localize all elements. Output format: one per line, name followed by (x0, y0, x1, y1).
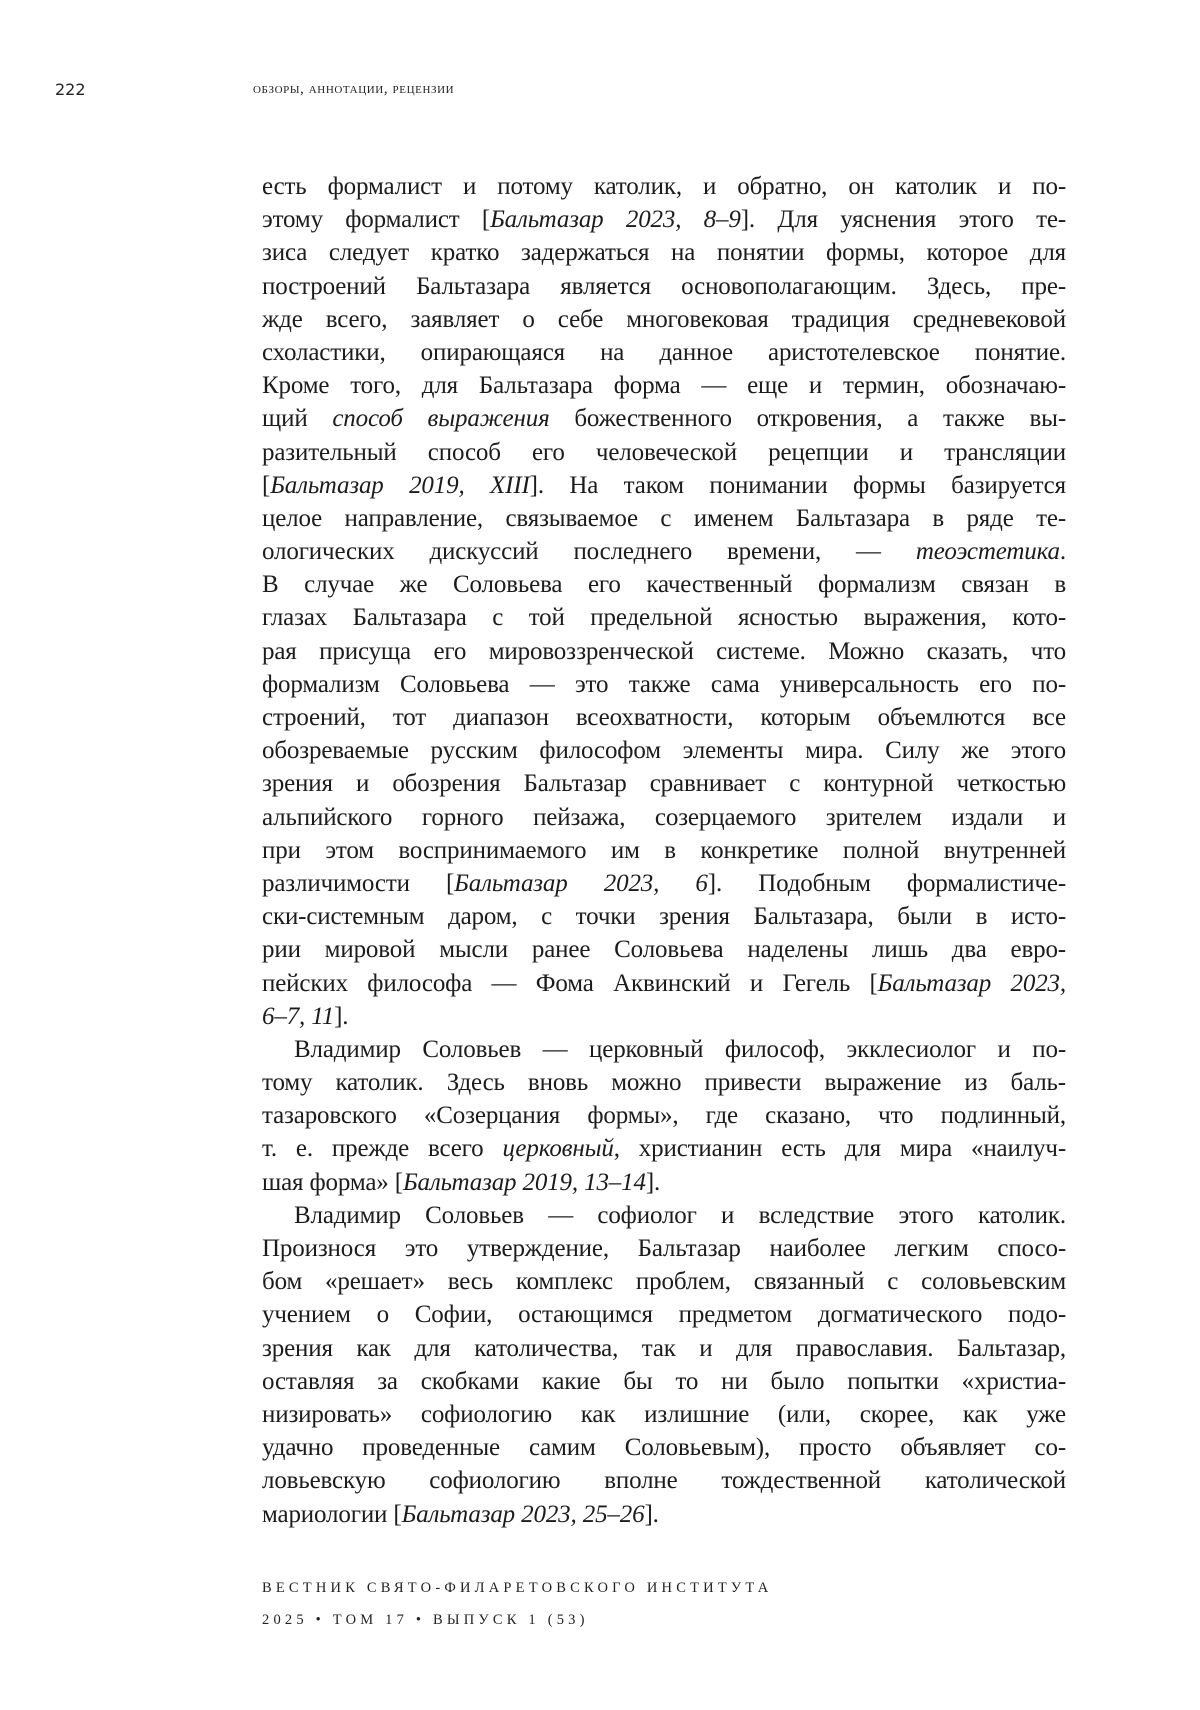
text-line (262, 1132, 1066, 1165)
text-segment: этому формалист [ (262, 206, 491, 234)
text-segment: обозреваемые русским философом элементы мира. Силу же этого (262, 737, 1066, 765)
citation-italic: Бальтазар 2019, XIII (270, 471, 530, 499)
text-segment: ]. (645, 1168, 661, 1196)
citation-italic: теоэстетика (915, 538, 1060, 566)
text-segment: Владимир Соловьев — софиолог и вследствие этого католик. (294, 1201, 1066, 1229)
text-line (262, 1066, 1066, 1099)
text-segment: низировать» софиологию как излишние (или, скорее, как уже (262, 1400, 1066, 1428)
text-segment: формализм Соловьева — это также сама универсальность его по- (262, 670, 1066, 698)
text-segment: Произнося это утверждение, Бальтазар наиболее легким спосо- (262, 1235, 1066, 1262)
text-line (262, 369, 1066, 402)
text-segment: щий (262, 405, 333, 433)
text-line (262, 502, 1066, 535)
citation-italic: Бальтазар 2023, (877, 969, 1066, 997)
body-text (262, 170, 1066, 1531)
text-segment: ловьевскую софиологию вполне тождественной католической (262, 1467, 1066, 1495)
text-segment: ]. На таком понимании формы базируется (529, 471, 1066, 499)
text-segment: удачно проведенные самим Соловьевым), просто объявляет со- (262, 1434, 1066, 1462)
text-segment: учением о Софии, остающимся предметом догматического подо- (262, 1301, 1066, 1329)
text-line (262, 701, 1066, 734)
text-segment: схоластики, опирающаяся на данное аристотелевское понятие. (262, 338, 1066, 366)
section-title: обзоры, аннотации, рецензии (253, 81, 455, 97)
text-line (262, 402, 1066, 435)
text-segment: Владимир Соловьев — церковный философ, экклесиолог и по- (294, 1035, 1066, 1063)
page-number: 222 (55, 80, 86, 99)
text-line (262, 635, 1066, 668)
text-segment: при этом воспринимаемого им в конкретике полной внутренней (262, 836, 1066, 864)
text-line (262, 1232, 1066, 1265)
text-line (262, 967, 1066, 1000)
citation-italic: 6–7, 11 (262, 1002, 335, 1030)
text-line (262, 1431, 1066, 1464)
text-segment: зрения как для католичества, так и для православия. Бальтазар, (262, 1334, 1066, 1362)
text-segment: . (1059, 538, 1066, 566)
text-segment: жде всего, заявляет о себе многовековая традиция средневековой (262, 305, 1066, 333)
text-segment: тому католик. Здесь вновь можно привести выражение из баль- (262, 1069, 1066, 1097)
text-line (262, 900, 1066, 933)
text-line (262, 568, 1066, 601)
text-line (262, 1332, 1066, 1365)
running-head (0, 80, 1200, 104)
text-segment: рая присуща его мировоззренческой системе. Можно сказать, что (262, 637, 1066, 665)
text-segment: божественного откровения, а также вы- (549, 405, 1066, 433)
text-line (262, 469, 1066, 502)
text-segment: оставляя за скобками какие бы то ни было попытки «христиа- (262, 1367, 1066, 1395)
text-segment: зрения и обозрения Бальтазар сравнивает с контурной четкостью (262, 770, 1066, 798)
text-line (262, 270, 1066, 303)
text-line (262, 1265, 1066, 1298)
text-line (262, 1464, 1066, 1497)
text-line (262, 1398, 1066, 1431)
citation-italic: Бальтазар 2023, 6 (454, 869, 708, 897)
text-segment: ]. Подобным формалистиче- (707, 869, 1066, 897)
text-segment: глазах Бальтазара с той предельной ясностью выражения, кото- (262, 604, 1066, 632)
text-line (262, 867, 1066, 900)
citation-italic: церковный (502, 1135, 614, 1163)
text-line (262, 336, 1066, 369)
citation-italic: способ выражения (332, 405, 550, 433)
text-line (262, 535, 1066, 568)
issue-info: 2025 • ТОМ 17 • ВЫПУСК 1 (53) (262, 1612, 589, 1628)
text-line (262, 1099, 1066, 1132)
citation-italic: Бальтазар 2023, 8–9 (490, 206, 741, 234)
text-segment: пейских философа — Фома Аквинский и Гегель [ (262, 969, 878, 997)
text-line (262, 668, 1066, 701)
text-line (262, 1199, 1066, 1232)
text-line (262, 1033, 1066, 1066)
text-line (262, 1298, 1066, 1331)
text-segment: ]. Для уяснения этого те- (740, 206, 1066, 234)
text-segment: [ (262, 471, 271, 499)
text-line (262, 1498, 1066, 1531)
text-segment: ]. (644, 1500, 659, 1528)
text-segment: ]. (334, 1002, 349, 1030)
text-segment: строений, тот диапазон всеохватности, которым объемлются все (262, 704, 1066, 731)
text-segment: мариологии [ (262, 1500, 402, 1528)
text-line (262, 601, 1066, 634)
text-segment: Кроме того, для Бальтазара форма — еще и термин, обозначаю- (262, 372, 1066, 400)
text-segment: , христианин есть для мира «наилуч- (613, 1135, 1066, 1163)
text-line (262, 801, 1066, 834)
text-segment: бом «решает» весь комплекс проблем, связанный с соловьевским (262, 1268, 1066, 1296)
text-line (262, 1166, 1066, 1199)
text-segment: целое направление, связываемое с именем Бальтазара в ряде те- (262, 504, 1066, 532)
text-line (262, 1000, 1066, 1033)
citation-italic: Бальтазар 2019, 13–14 (402, 1168, 646, 1196)
text-line (262, 203, 1066, 236)
footer (262, 1573, 772, 1635)
text-line (262, 436, 1066, 469)
text-line (262, 834, 1066, 867)
text-segment: рии мировой мысли ранее Соловьева наделены лишь два евро- (262, 936, 1066, 964)
text-line (262, 734, 1066, 767)
text-segment: альпийского горного пейзажа, созерцаемого зрителем издали и (262, 803, 1066, 831)
text-segment: ологических дискуссий последнего времени, — (262, 538, 916, 566)
text-segment: различимости [ (262, 869, 455, 897)
text-segment: ски-системным даром, с точки зрения Бальтазара, были в исто- (262, 903, 1066, 931)
text-line (262, 170, 1066, 203)
text-segment: шая форма» [ (262, 1168, 403, 1196)
text-segment: разительный способ его человеческой рецепции и трансляции (262, 438, 1066, 466)
text-line (262, 303, 1066, 336)
citation-italic: Бальтазар 2023, 25–26 (401, 1500, 645, 1528)
text-line (262, 236, 1066, 269)
text-line (262, 1365, 1066, 1398)
text-line (262, 933, 1066, 966)
text-segment: зиса следует кратко задержаться на понятии формы, которое для (262, 239, 1066, 267)
journal-name: ВЕСТНИК СВЯТО-ФИЛАРЕТОВСКОГО ИНСТИТУТА (262, 1580, 773, 1596)
text-segment: есть формалист и потому католик, и обратно, он католик и по- (262, 173, 1066, 200)
text-line (262, 767, 1066, 800)
text-segment: построений Бальтазара является основополагающим. Здесь, пре- (262, 272, 1066, 300)
text-segment: В случае же Соловьева его качественный формализм связан в (262, 571, 1066, 599)
text-segment: тазаровского «Созерцания формы», где сказано, что подлинный, (262, 1102, 1066, 1130)
text-segment: т. е. прежде всего (262, 1135, 503, 1163)
